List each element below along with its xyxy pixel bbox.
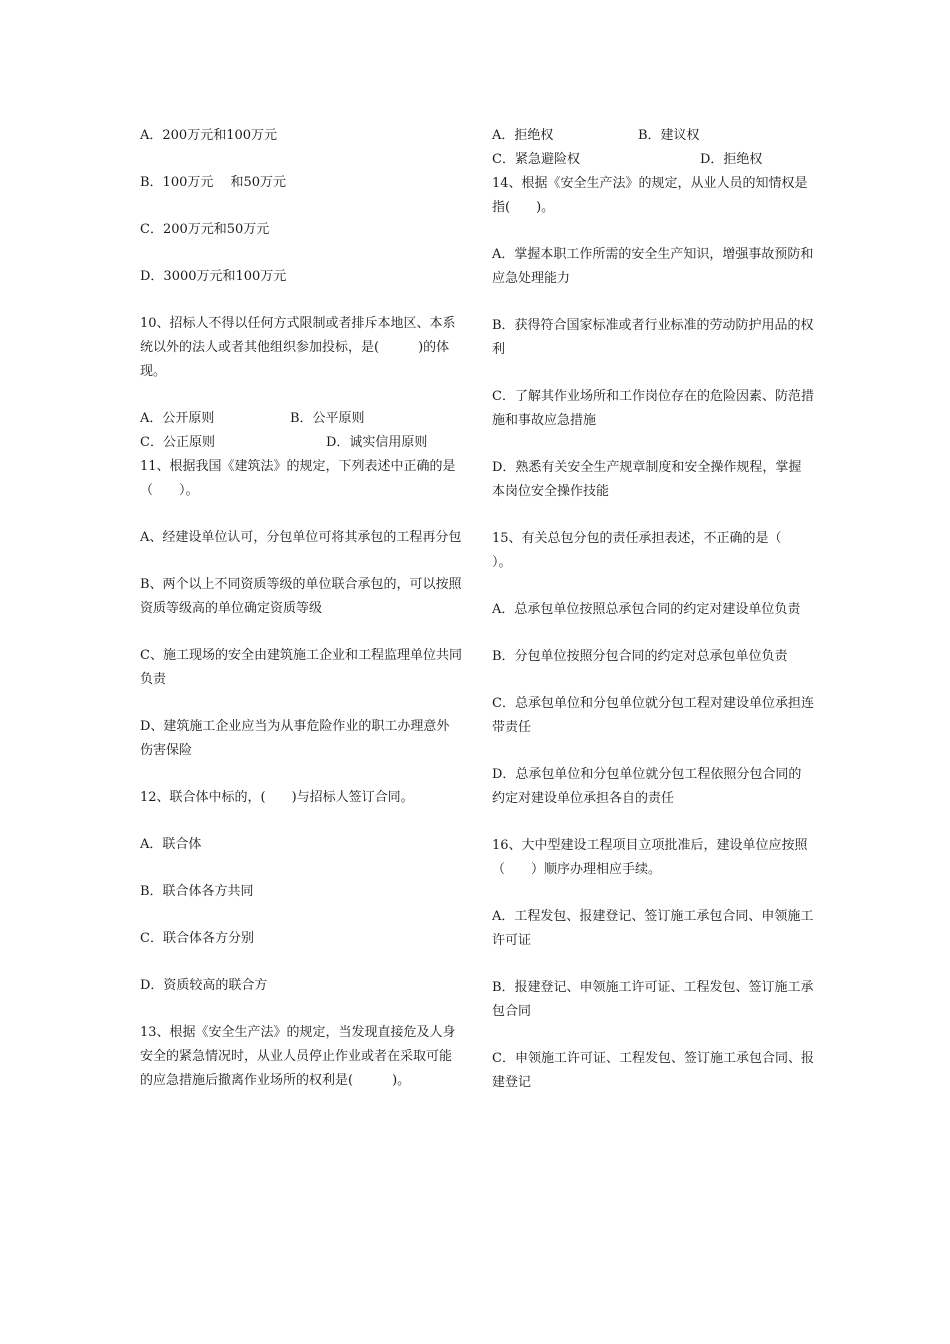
q11-option-b: B、两个以上不同资质等级的单位联合承包的，可以按照资质等级高的单位确定资质等级 [140,577,462,616]
q13-options-row-2 [492,148,814,172]
q10-option-a: A．公开原则 [140,411,215,426]
q9-option-a: A．200万元和100万元 [140,128,278,143]
q12-option-a: A．联合体 [140,837,202,852]
q15-option-b: B．分包单位按照分包合同的约定对总承包单位负责 [492,649,788,664]
q12-stem: 12、联合体中标的，( )与招标人签订合同。 [140,790,414,805]
q13-options-row-1 [492,124,814,148]
q16-option-c: C．申领施工许可证、工程发包、签订施工承包合同、报建登记 [492,1051,814,1090]
q16-option-b: B．报建登记、申领施工许可证、工程发包、签订施工承包合同 [492,980,814,1019]
q9-option-b: B．100万元 和50万元 [140,175,287,190]
q11-option-c: C、施工现场的安全由建筑施工企业和工程监理单位共同负责 [140,648,462,687]
q10-option-b: B．公平原则 [290,411,365,426]
q10-option-c: C．公正原则 [140,435,215,450]
q13-stem: 13、根据《安全生产法》的规定，当发现直接危及人身安全的紧急情况时，从业人员停止作业或者在采取可能的应急措施后撤离作业场所的权利是( )。 [140,1025,456,1088]
q14-option-c: C．了解其作业场所和工作岗位存在的危险因素、防范措施和事故应急措施 [492,389,814,428]
q13-option-a: A．拒绝权 [492,128,554,143]
q15-stem: 15、有关总包分包的责任承担表述，不正确的是（ ）。 [492,531,808,570]
q15-option-a: A．总承包单位按照总承包合同的约定对建设单位负责 [492,602,801,617]
q14-option-b: B．获得符合国家标准或者行业标准的劳动防护用品的权利 [492,318,814,357]
q11-stem: 11、根据我国《建筑法》的规定，下列表述中正确的是（ ）。 [140,459,456,498]
q9-option-c: C．200万元和50万元 [140,222,270,237]
q11-option-d: D、建筑施工企业应当为从事危险作业的职工办理意外伤害保险 [140,719,450,758]
q12-option-b: B．联合体各方共同 [140,884,254,899]
q16-option-a: A．工程发包、报建登记、签订施工承包合同、申领施工许可证 [492,909,814,948]
q13-option-b: B．建议权 [638,128,700,143]
q16-stem: 16、大中型建设工程项目立项批准后，建设单位应按照（ ）顺序办理相应手续。 [492,838,808,877]
q13-option-c: C．紧急避险权 [492,152,580,167]
q11-option-a: A、经建设单位认可，分包单位可将其承包的工程再分包 [140,530,462,545]
q15-option-c: C．总承包单位和分包单位就分包工程对建设单位承担连带责任 [492,696,814,735]
q10-stem: 10、招标人不得以任何方式限制或者排斥本地区、本系统以外的法人或者其他组织参加投标，是( )的体现。 [140,316,456,379]
q12-option-d: D．资质较高的联合方 [140,978,268,993]
q14-stem: 14、根据《安全生产法》的规定，从业人员的知情权是指( )。 [492,176,808,215]
q10-options-row-1 [140,407,462,431]
q13-option-d: D．拒绝权 [700,152,763,167]
left-column [140,124,462,1116]
q14-option-a: A．掌握本职工作所需的安全生产知识，增强事故预防和应急处理能力 [492,247,814,286]
right-column [492,124,814,1095]
q9-option-d: D．3000万元和100万元 [140,269,287,284]
q15-option-d: D．总承包单位和分包单位就分包工程依照分包合同的约定对建设单位承担各自的责任 [492,767,802,806]
q12-option-c: C．联合体各方分别 [140,931,254,946]
q10-options-row-2 [140,431,462,455]
q10-option-d: D．诚实信用原则 [326,435,428,450]
q14-option-d: D．熟悉有关安全生产规章制度和安全操作规程，掌握本岗位安全操作技能 [492,460,802,499]
